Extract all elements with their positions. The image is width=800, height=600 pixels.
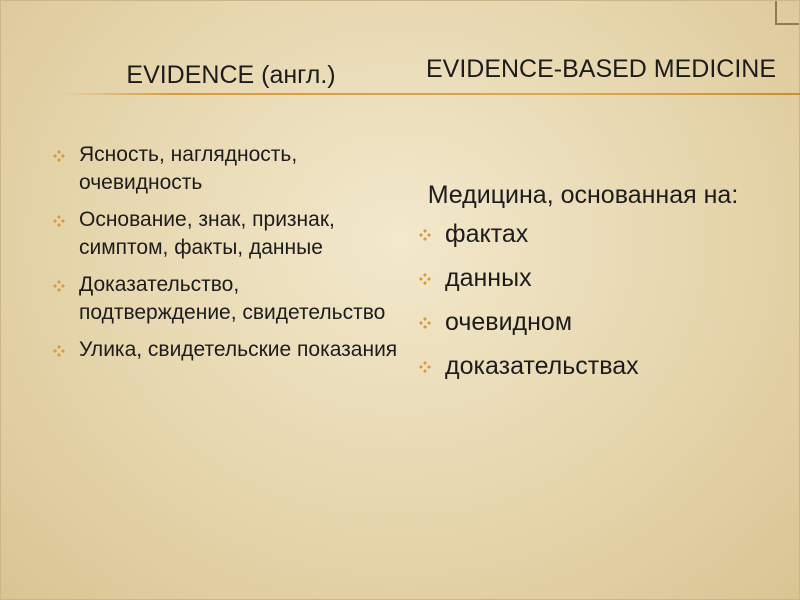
diamond-bullet-icon (52, 149, 66, 163)
right-heading: EVIDENCE-BASED MEDICINE (425, 55, 777, 83)
right-column (413, 179, 783, 395)
list-item-text: Ясность, наглядность, очевидность (79, 143, 298, 194)
left-heading: EVIDENCE (англ.) (126, 61, 336, 89)
left-column (49, 141, 399, 373)
diamond-bullet-icon (52, 279, 66, 293)
title-divider (61, 93, 800, 95)
corner-decoration (775, 1, 799, 25)
list-item (413, 307, 783, 337)
diamond-bullet-icon (418, 316, 432, 330)
list-item (413, 351, 783, 381)
list-item-text: Доказательство, подтверждение, свидетельство (79, 273, 386, 324)
right-bullet-list (413, 219, 783, 381)
diamond-bullet-icon (52, 344, 66, 358)
list-item (49, 271, 399, 327)
diamond-bullet-icon (418, 228, 432, 242)
list-item-text: фактах (445, 220, 529, 248)
list-item (49, 336, 399, 364)
list-item (49, 206, 399, 262)
list-item-text: Улика, свидетельские показания (79, 338, 398, 361)
diamond-bullet-icon (418, 360, 432, 374)
list-item (413, 219, 783, 249)
list-item-text: очевидном (445, 308, 573, 336)
list-item (49, 141, 399, 197)
diamond-bullet-icon (52, 214, 66, 228)
left-bullet-list (49, 141, 399, 364)
list-item-text: Основание, знак, признак, симптом, факты, данные (79, 208, 335, 259)
list-item-text: данных (445, 264, 532, 292)
list-item (413, 263, 783, 293)
right-subtitle: Медицина, основанная на: (427, 181, 739, 209)
diamond-bullet-icon (418, 272, 432, 286)
list-item-text: доказательствах (445, 352, 639, 380)
